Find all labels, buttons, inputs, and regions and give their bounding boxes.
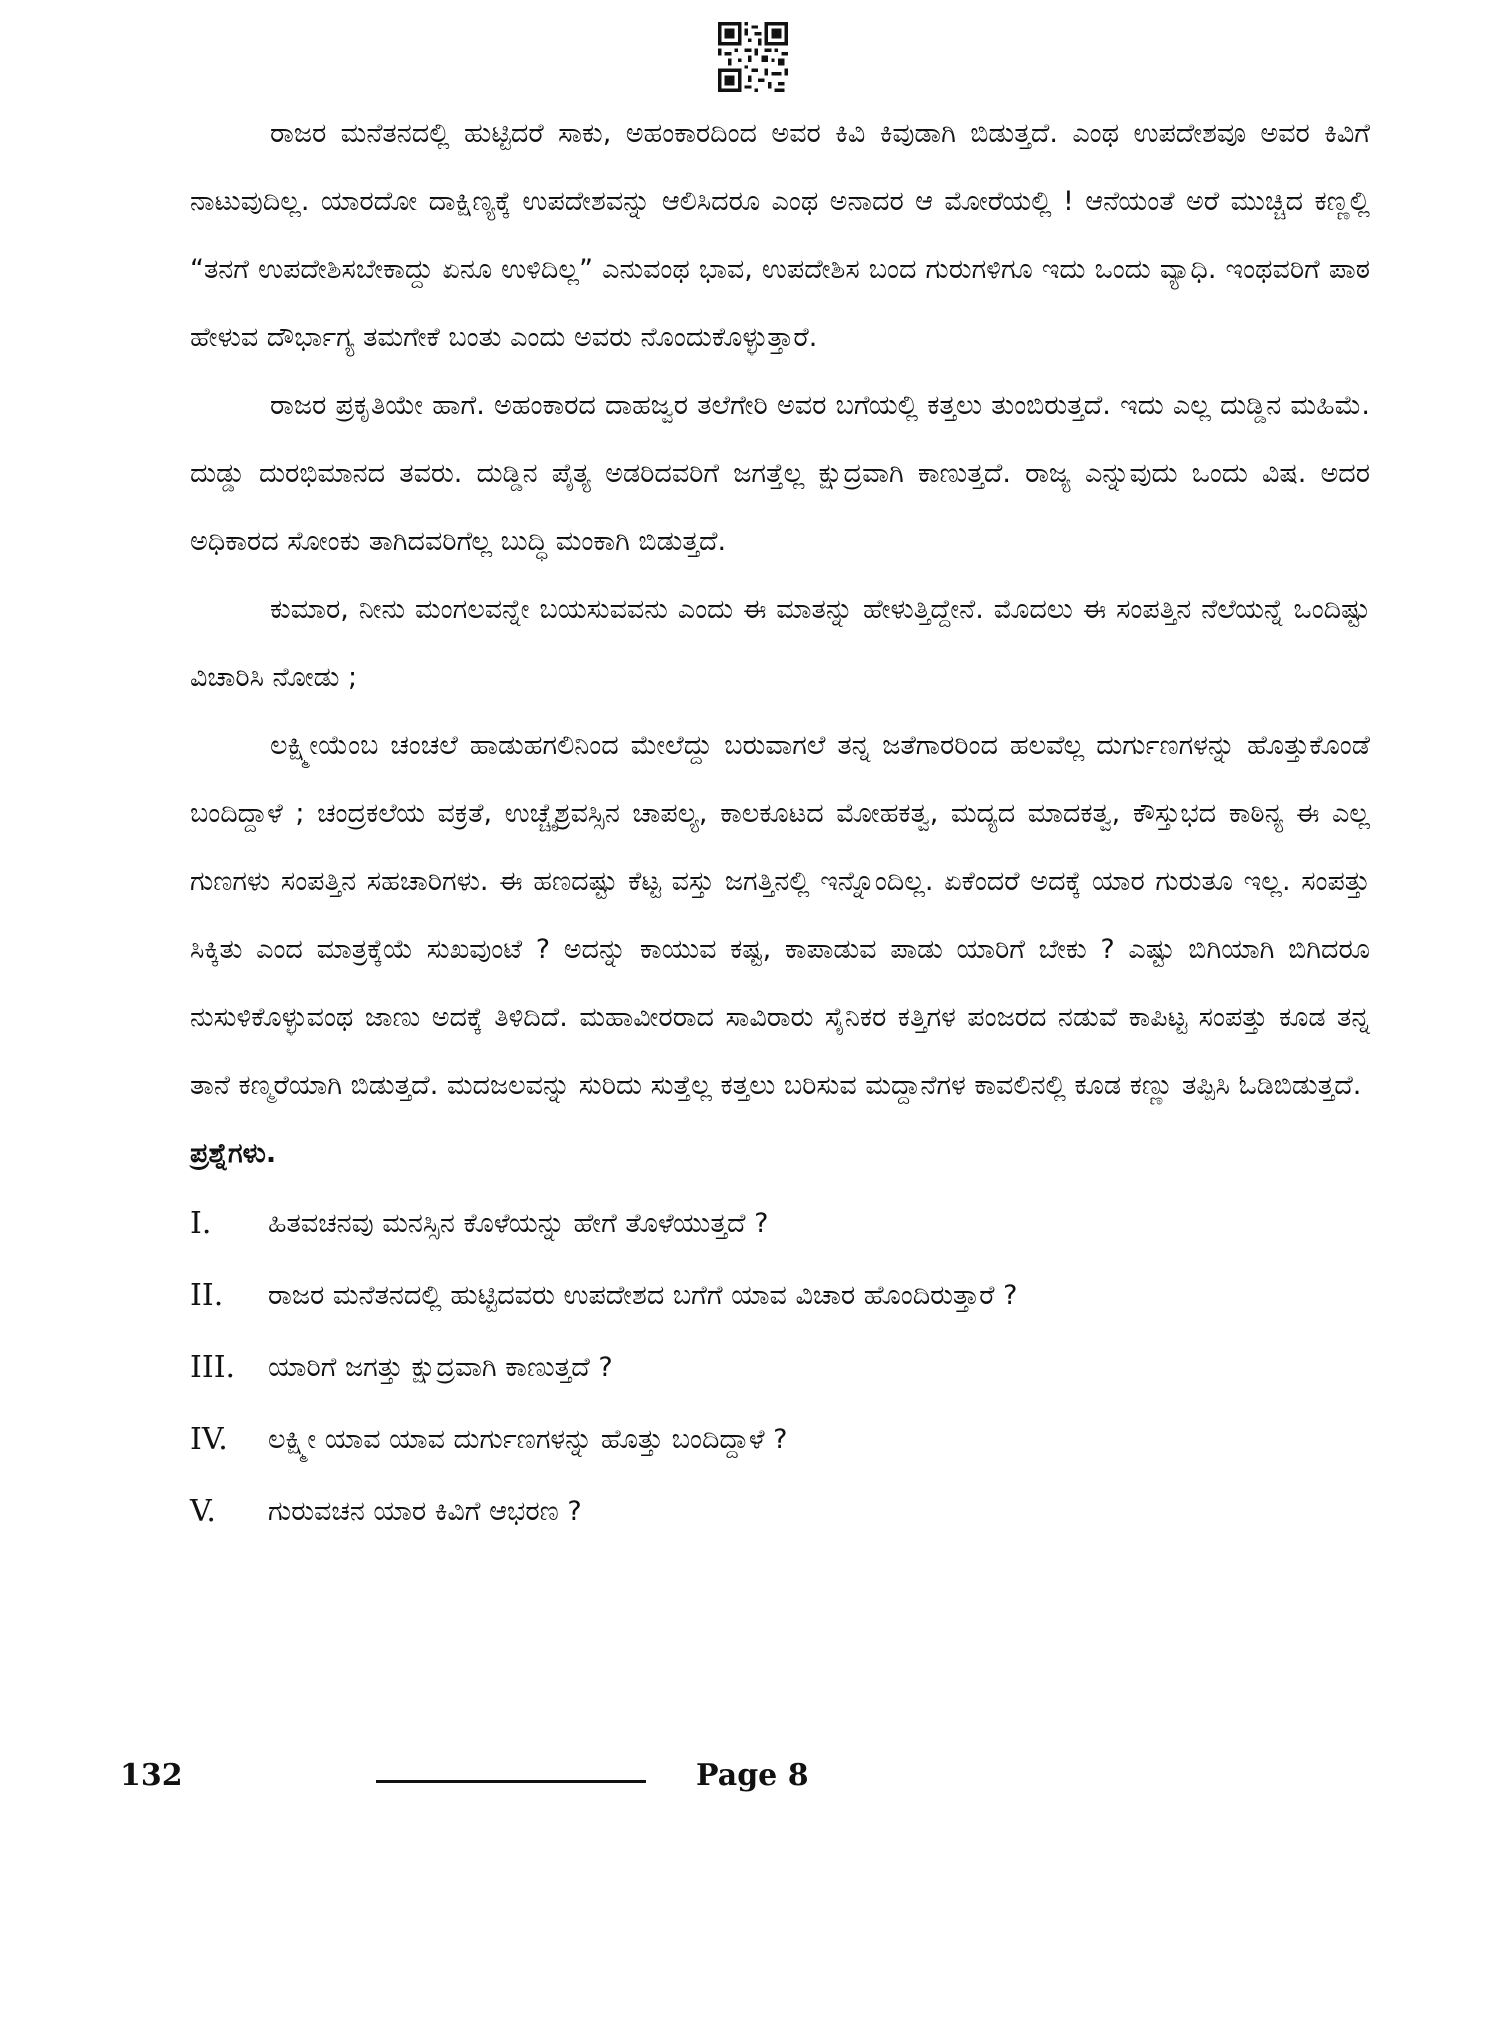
question-number: IV. — [190, 1422, 228, 1457]
question-number: II. — [190, 1278, 224, 1313]
question-number: V. — [190, 1494, 216, 1529]
question-text: ಯಾರಿಗೆ ಜಗತ್ತು ಕ್ಷುದ್ರವಾಗಿ ಕಾಣುತ್ತದೆ ? — [268, 1352, 613, 1383]
passage-paragraph: ಕುಮಾರ, ನೀನು ಮಂಗಲವನ್ನೇ ಬಯಸುವವನು ಎಂದು ಈ ಮಾತನ್ನು ಹೇಳುತ್ತಿದ್ದೇನೆ. ಮೊದಲು ಈ ಸಂಪತ್ತಿನ ನೆಲೆಯನ್ನೆ ಒಂದಿಷ್ಟು ವಿಚಾರಿಸಿ ನೋಡು ; — [190, 594, 1370, 693]
question-text: ಹಿತವಚನವು ಮನಸ್ಸಿನ ಕೊಳೆಯನ್ನು ಹೇಗೆ ತೊಳೆಯುತ್ತದೆ ? — [268, 1208, 769, 1239]
question-item — [190, 1476, 1370, 1548]
questions-list — [190, 1188, 1370, 1548]
passage-paragraph: ರಾಜರ ಮನೆತನದಲ್ಲಿ ಹುಟ್ಟಿದರೆ ಸಾಕು, ಅಹಂಕಾರದಿಂದ ಅವರ ಕಿವಿ ಕಿವುಡಾಗಿ ಬಿಡುತ್ತದೆ. ಎಂಥ ಉಪದೇಶವೂ ಅವರ ಕಿವಿಗೆ ನಾಟುವುದಿಲ್ಲ. ಯಾರದೋ ದಾಕ್ಷಿಣ್ಯಕ್ಕೆ ಉಪದೇಶವನ್ನು ಆಲಿಸಿದರೂ ಎಂಥ ಅನಾದರ ಆ ಮೋರೆಯಲ್ಲಿ ! ಆನೆಯಂತೆ ಅರೆ ಮುಚ್ಚಿದ ಕಣ್ಣಲ್ಲಿ “ತನಗೆ ಉಪದೇಶಿಸಬೇಕಾದ್ದು ಏನೂ ಉಳಿದಿಲ್ಲ” ಎನುವಂಥ ಭಾವ, ಉಪದೇಶಿಸ ಬಂದ ಗುರುಗಳಿಗೂ ಇದು ಒಂದು ವ್ಯಾಧಿ. ಇಂಥವರಿಗೆ ಪಾಠ ಹೇಳುವ ದೌರ್ಭಾಗ್ಯ ತಮಗೇಕೆ ಬಂತು ಎಂದು ಅವರು ನೊಂದುಕೊಳ್ಳುತ್ತಾರೆ. — [190, 118, 1370, 353]
footer-divider — [376, 1780, 646, 1783]
qr-code-icon — [718, 22, 788, 92]
question-item — [190, 1188, 1370, 1260]
question-text: ಲಕ್ಷ್ಮೀ ಯಾವ ಯಾವ ದುರ್ಗುಣಗಳನ್ನು ಹೊತ್ತು ಬಂದಿದ್ದಾಳೆ ? — [268, 1424, 788, 1455]
passage-paragraph: ಲಕ್ಷ್ಮೀಯೆಂಬ ಚಂಚಲೆ ಹಾಡುಹಗಲಿನಿಂದ ಮೇಲೆದ್ದು ಬರುವಾಗಲೆ ತನ್ನ ಜತೆಗಾರರಿಂದ ಹಲವೆಲ್ಲ ದುರ್ಗುಣಗಳನ್ನು ಹೊತ್ತುಕೊಂಡೆ ಬಂದಿದ್ದಾಳೆ ; ಚಂದ್ರಕಲೆಯ ವಕ್ರತೆ, ಉಚ್ಚೈಶ್ರವಸ್ಸಿನ ಚಾಪಲ್ಯ, ಕಾಲಕೂಟದ ಮೋಹಕತ್ವ, ಮದ್ಯದ ಮಾದಕತ್ವ, ಕೌಸ್ತುಭದ ಕಾಠಿನ್ಯ ಈ ಎಲ್ಲ ಗುಣಗಳು ಸಂಪತ್ತಿನ ಸಹಚಾರಿಗಳು. ಈ ಹಣದಷ್ಟು ಕೆಟ್ಟ ವಸ್ತು ಜಗತ್ತಿನಲ್ಲಿ ಇನ್ನೊಂದಿಲ್ಲ. ಏಕೆಂದರೆ ಅದಕ್ಕೆ ಯಾರ ಗುರುತೂ ಇಲ್ಲ. ಸಂಪತ್ತು ಸಿಕ್ಕಿತು ಎಂದ ಮಾತ್ರಕ್ಕೆಯೆ ಸುಖವುಂಟೆ ? ಅದನ್ನು ಕಾಯುವ ಕಷ್ಟ, ಕಾಪಾಡುವ ಪಾಡು ಯಾರಿಗೆ ಬೇಕು ? ಎಷ್ಟು ಬಿಗಿಯಾಗಿ ಬಿಗಿದರೂ ನುಸುಳಿಕೊಳ್ಳುವಂಥ ಜಾಣು ಅದಕ್ಕೆ ತಿಳಿದಿದೆ. ಮಹಾವೀರರಾದ ಸಾವಿರಾರು ಸೈನಿಕರ ಕತ್ತಿಗಳ ಪಂಜರದ ನಡುವೆ ಕಾಪಿಟ್ಟ ಸಂಪತ್ತು ಕೂಡ ತನ್ನ ತಾನೆ ಕಣ್ಮರೆಯಾಗಿ ಬಿಡುತ್ತದೆ. ಮದಜಲವನ್ನು ಸುರಿದು ಸುತ್ತೆಲ್ಲ ಕತ್ತಲು ಬರಿಸುವ ಮದ್ದಾನೆಗಳ ಕಾವಲಿನಲ್ಲಿ ಕೂಡ ಕಣ್ಣು ತಪ್ಪಿಸಿ ಓಡಿಬಿಡುತ್ತದೆ. — [190, 730, 1370, 1101]
page-number: Page 8 — [696, 1758, 809, 1793]
passage-content — [190, 100, 1370, 1548]
page-footer — [0, 1758, 1505, 1808]
passage-paragraph: ರಾಜರ ಪ್ರಕೃತಿಯೇ ಹಾಗೆ. ಅಹಂಕಾರದ ದಾಹಜ್ವರ ತಲೆಗೇರಿ ಅವರ ಬಗೆಯಲ್ಲಿ ಕತ್ತಲು ತುಂಬಿರುತ್ತದೆ. ಇದು ಎಲ್ಲ ದುಡ್ಡಿನ ಮಹಿಮೆ. ದುಡ್ಡು ದುರಭಿಮಾನದ ತವರು. ದುಡ್ಡಿನ ಪೈತ್ಯ ಅಡರಿದವರಿಗೆ ಜಗತ್ತೆಲ್ಲ ಕ್ಷುದ್ರವಾಗಿ ಕಾಣುತ್ತದೆ. ರಾಜ್ಯ ಎನ್ನುವುದು ಒಂದು ವಿಷ. ಅದರ ಅಧಿಕಾರದ ಸೋಂಕು ತಾಗಿದವರಿಗೆಲ್ಲ ಬುದ್ಧಿ ಮಂಕಾಗಿ ಬಿಡುತ್ತದೆ. — [190, 390, 1370, 557]
question-item — [190, 1332, 1370, 1404]
questions-heading: ಪ್ರಶ್ನೆಗಳು. — [190, 1138, 277, 1169]
question-text: ರಾಜರ ಮನೆತನದಲ್ಲಿ ಹುಟ್ಟಿದವರು ಉಪದೇಶದ ಬಗೆಗೆ ಯಾವ ವಿಚಾರ ಹೊಂದಿರುತ್ತಾರೆ ? — [268, 1280, 1018, 1311]
question-item — [190, 1260, 1370, 1332]
question-number: I. — [190, 1206, 212, 1241]
question-item — [190, 1404, 1370, 1476]
paper-code: 132 — [120, 1758, 183, 1793]
question-number: III. — [190, 1350, 236, 1385]
question-text: ಗುರುವಚನ ಯಾರ ಕಿವಿಗೆ ಆಭರಣ ? — [268, 1496, 582, 1527]
